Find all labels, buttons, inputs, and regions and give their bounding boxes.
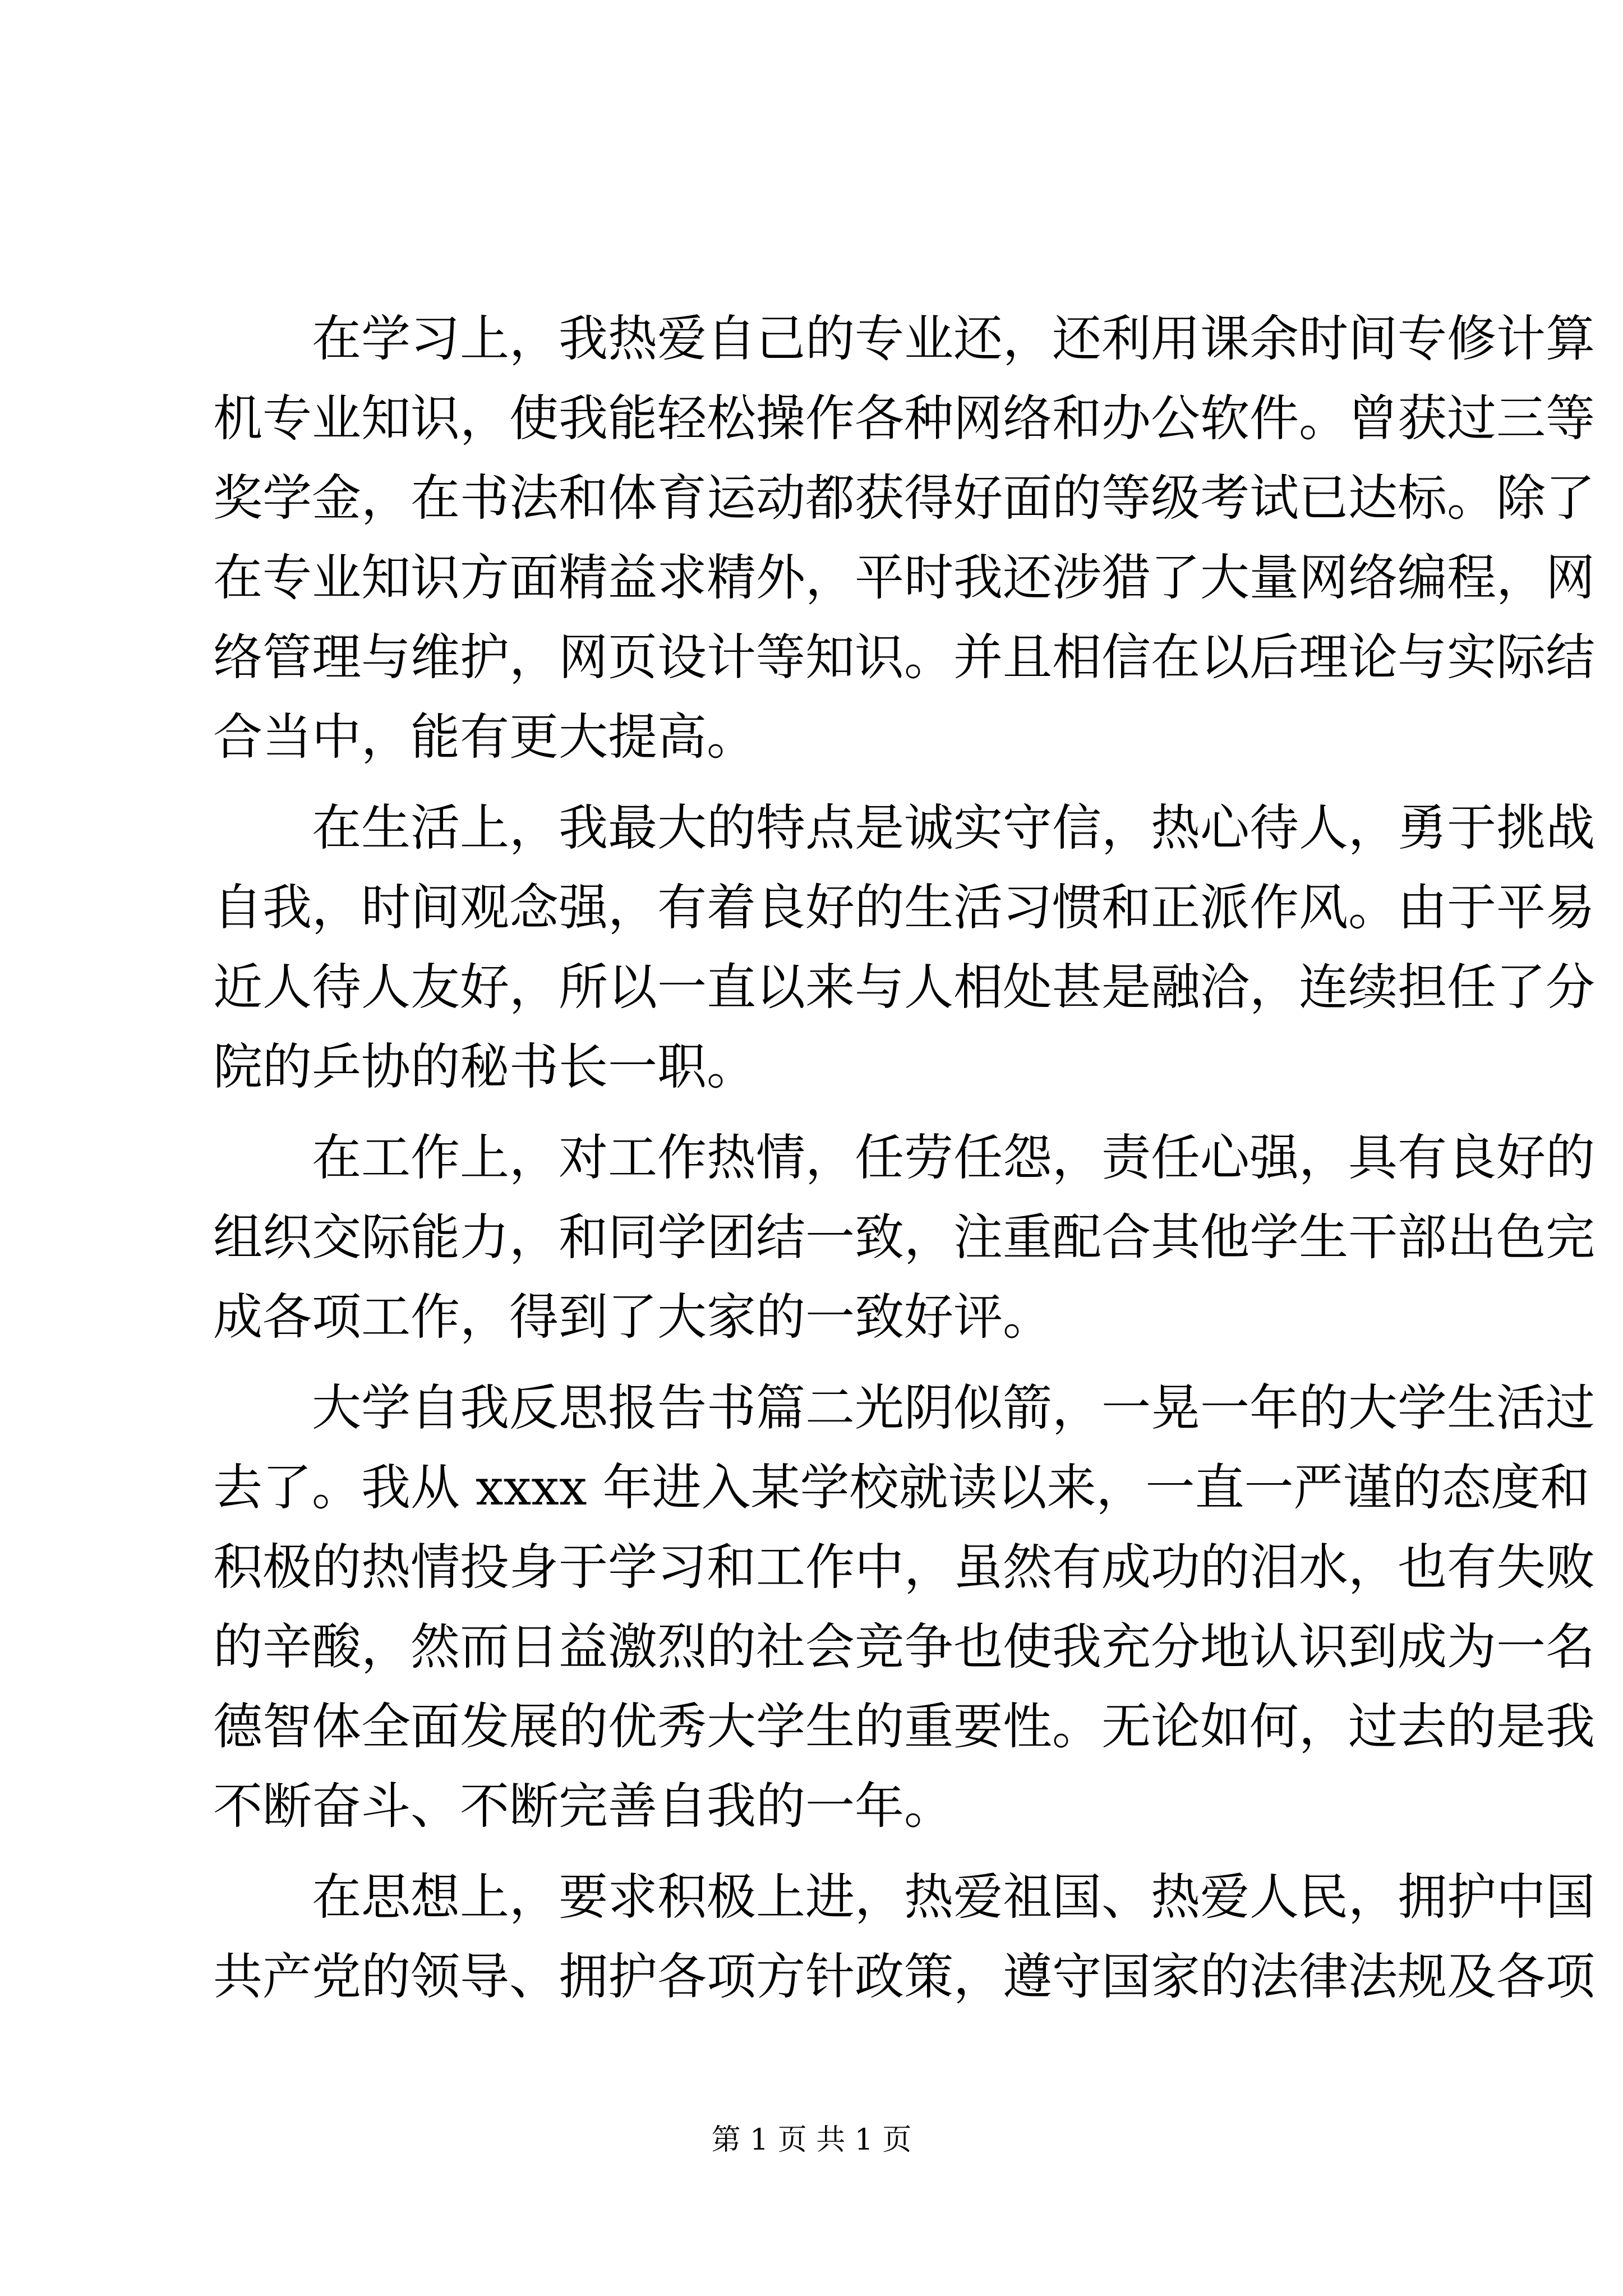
paragraph-line: 的辛酸，然而日益激烈的社会竞争也使我充分地认识到成为一名	[213, 1618, 1596, 1676]
paragraph-line: 自我，时间观念强，有着良好的生活习惯和正派作风。由于平易	[213, 878, 1596, 936]
page-number-footer: 第 1 页 共 1 页	[711, 2123, 912, 2157]
paragraph-line: 机专业知识，使我能轻松操作各种网络和办公软件。曾获过三等	[213, 389, 1596, 447]
paragraph-line: 络管理与维护，网页设计等知识。并且相信在以后理论与实际结	[213, 628, 1596, 686]
paragraph-line: 大学自我反思报告书篇二光阴似箭，一晃一年的大学生活过	[312, 1379, 1596, 1437]
paragraph-line: 在思想上，要求积极上进，热爱祖国、热爱人民，拥护中国	[312, 1868, 1596, 1926]
paragraph-line: 组织交际能力，和同学团结一致，注重配合其他学生干部出色完	[213, 1208, 1596, 1266]
paragraph-line: 不断奋斗、不断完善自我的一年。	[213, 1777, 954, 1835]
paragraph-line: 成各项工作，得到了大家的一致好评。	[213, 1288, 1053, 1346]
paragraph-line: 德智体全面发展的优秀大学生的重要性。无论如何，过去的是我	[213, 1697, 1596, 1755]
paragraph-line: 在专业知识方面精益求精外，平时我还涉猎了大量网络编程，网	[213, 549, 1596, 606]
paragraph-line: 院的乒协的秘书长一职。	[213, 1038, 757, 1096]
paragraph-line: 合当中，能有更大提高。	[213, 708, 757, 766]
paragraph-line: 去了。我从 xxxx 年进入某学校就读以来，一直一严谨的态度和	[213, 1458, 1590, 1516]
paragraph-line: 在生活上，我最大的特点是诚实守信，热心待人，勇于挑战	[312, 799, 1596, 857]
paragraph-line: 积极的热情投身于学习和工作中，虽然有成功的泪水，也有失败	[213, 1538, 1596, 1596]
paragraph-line: 在工作上，对工作热情，任劳任怨，责任心强，具有良好的	[312, 1129, 1596, 1186]
paragraph-line: 在学习上，我热爱自己的专业还，还利用课余时间专修计算	[312, 310, 1596, 367]
paragraph-line: 共产党的领导、拥护各项方针政策，遵守国家的法律法规及各项	[213, 1948, 1596, 2005]
paragraph-line: 近人待人友好，所以一直以来与人相处甚是融洽，连续担任了分	[213, 958, 1596, 1016]
paragraph-line: 奖学金，在书法和体育运动都获得好面的等级考试已达标。除了	[213, 469, 1596, 527]
